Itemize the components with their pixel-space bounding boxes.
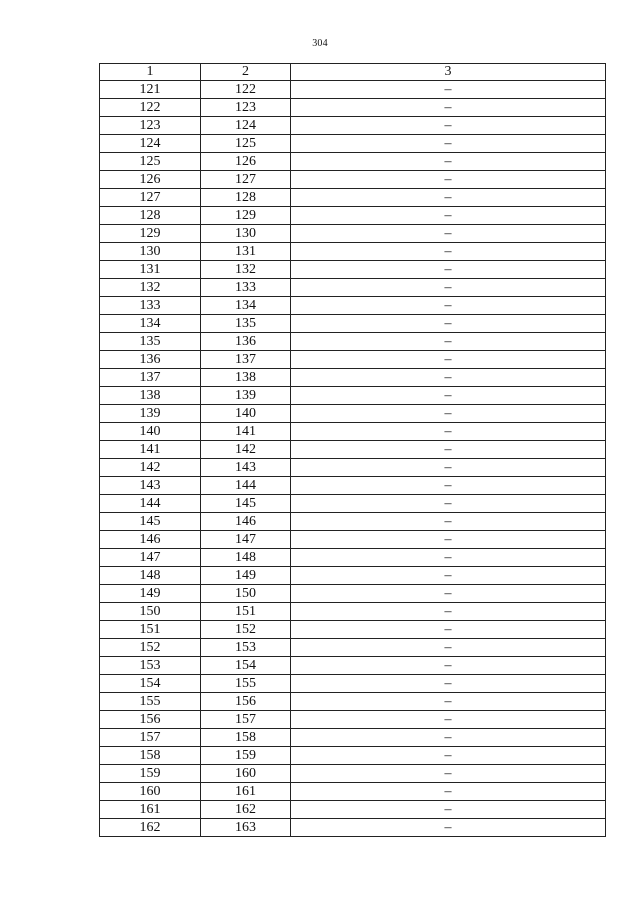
table-cell-col-3: – — [291, 369, 606, 387]
table-row — [100, 675, 606, 693]
table-cell-col-1: 127 — [100, 189, 201, 207]
table-cell-col-2: 137 — [201, 351, 291, 369]
table-row — [100, 81, 606, 99]
table-cell-col-3: – — [291, 711, 606, 729]
table-cell-col-2: 140 — [201, 405, 291, 423]
table-cell-col-2: 158 — [201, 729, 291, 747]
table-cell-col-2: 161 — [201, 783, 291, 801]
table-cell-col-1: 133 — [100, 297, 201, 315]
table-cell-col-3: – — [291, 243, 606, 261]
table-cell-col-3: – — [291, 405, 606, 423]
table-row — [100, 819, 606, 837]
table-row — [100, 117, 606, 135]
table-cell-col-2: 122 — [201, 81, 291, 99]
table-cell-col-2: 141 — [201, 423, 291, 441]
table-cell-col-1: 160 — [100, 783, 201, 801]
table-cell-col-2: 125 — [201, 135, 291, 153]
table-cell-col-1: 145 — [100, 513, 201, 531]
table-row — [100, 747, 606, 765]
table-row — [100, 459, 606, 477]
table-row — [100, 477, 606, 495]
table-cell-col-2: 123 — [201, 99, 291, 117]
table-cell-col-3: – — [291, 207, 606, 225]
data-table — [99, 63, 606, 837]
table-cell-col-1: 122 — [100, 99, 201, 117]
table-cell-col-2: 163 — [201, 819, 291, 837]
table-cell-col-1: 137 — [100, 369, 201, 387]
table-cell-col-3: – — [291, 621, 606, 639]
table-row — [100, 783, 606, 801]
table-cell-col-1: 158 — [100, 747, 201, 765]
table-cell-col-2: 124 — [201, 117, 291, 135]
table-cell-col-1: 130 — [100, 243, 201, 261]
table-row — [100, 585, 606, 603]
table-cell-col-2: 135 — [201, 315, 291, 333]
table-cell-col-2: 130 — [201, 225, 291, 243]
table-row — [100, 333, 606, 351]
table-row — [100, 639, 606, 657]
table-cell-col-2: 142 — [201, 441, 291, 459]
table-cell-col-3: – — [291, 585, 606, 603]
table-cell-col-3: – — [291, 819, 606, 837]
table-row — [100, 315, 606, 333]
table-cell-col-2: 145 — [201, 495, 291, 513]
table-row — [100, 225, 606, 243]
table-cell-col-2: 150 — [201, 585, 291, 603]
table-cell-col-2: 148 — [201, 549, 291, 567]
table-cell-col-2: 128 — [201, 189, 291, 207]
table-cell-col-2: 144 — [201, 477, 291, 495]
table-cell-col-3: – — [291, 351, 606, 369]
table-cell-col-1: 162 — [100, 819, 201, 837]
table-cell-col-2: 127 — [201, 171, 291, 189]
table-row — [100, 603, 606, 621]
table-cell-col-1: 141 — [100, 441, 201, 459]
table-row — [100, 189, 606, 207]
table-cell-col-3: – — [291, 531, 606, 549]
table-cell-col-3: – — [291, 639, 606, 657]
table-cell-col-1: 134 — [100, 315, 201, 333]
table-cell-col-1: 144 — [100, 495, 201, 513]
table-cell-col-1: 156 — [100, 711, 201, 729]
table-row — [100, 765, 606, 783]
table-cell-col-3: – — [291, 153, 606, 171]
table-cell-col-3: – — [291, 333, 606, 351]
table-row — [100, 351, 606, 369]
table-cell-col-2: 153 — [201, 639, 291, 657]
table-row — [100, 405, 606, 423]
table-cell-col-3: – — [291, 387, 606, 405]
table-cell-col-3: – — [291, 261, 606, 279]
table-row — [100, 297, 606, 315]
table-row — [100, 513, 606, 531]
table-cell-col-1: 146 — [100, 531, 201, 549]
column-header-2: 2 — [201, 64, 291, 81]
table-row — [100, 369, 606, 387]
table-cell-col-2: 151 — [201, 603, 291, 621]
column-header-3: 3 — [291, 64, 606, 81]
table-cell-col-3: – — [291, 513, 606, 531]
table-cell-col-2: 146 — [201, 513, 291, 531]
table-cell-col-1: 129 — [100, 225, 201, 243]
table-row — [100, 387, 606, 405]
table-row — [100, 423, 606, 441]
table-cell-col-1: 153 — [100, 657, 201, 675]
table-row — [100, 711, 606, 729]
table-row — [100, 99, 606, 117]
table-row — [100, 567, 606, 585]
table-cell-col-3: – — [291, 783, 606, 801]
table-header — [100, 64, 606, 81]
table-cell-col-1: 154 — [100, 675, 201, 693]
table-cell-col-2: 138 — [201, 369, 291, 387]
table-cell-col-2: 136 — [201, 333, 291, 351]
table-cell-col-1: 148 — [100, 567, 201, 585]
table-cell-col-2: 132 — [201, 261, 291, 279]
table-row — [100, 549, 606, 567]
table-cell-col-2: 157 — [201, 711, 291, 729]
table-cell-col-1: 151 — [100, 621, 201, 639]
table-cell-col-3: – — [291, 81, 606, 99]
table-cell-col-3: – — [291, 747, 606, 765]
table-cell-col-1: 140 — [100, 423, 201, 441]
column-header-1: 1 — [100, 64, 201, 81]
table-cell-col-2: 126 — [201, 153, 291, 171]
table-cell-col-2: 133 — [201, 279, 291, 297]
table-cell-col-3: – — [291, 693, 606, 711]
table-cell-col-3: – — [291, 729, 606, 747]
table-cell-col-1: 161 — [100, 801, 201, 819]
page-number: 304 — [312, 38, 328, 49]
table-cell-col-1: 136 — [100, 351, 201, 369]
table-cell-col-3: – — [291, 549, 606, 567]
table-cell-col-1: 125 — [100, 153, 201, 171]
table-cell-col-3: – — [291, 279, 606, 297]
table-cell-col-1: 139 — [100, 405, 201, 423]
table-cell-col-1: 128 — [100, 207, 201, 225]
table-cell-col-3: – — [291, 477, 606, 495]
table-cell-col-2: 155 — [201, 675, 291, 693]
table-cell-col-1: 157 — [100, 729, 201, 747]
table-cell-col-1: 135 — [100, 333, 201, 351]
table-cell-col-2: 152 — [201, 621, 291, 639]
table-cell-col-1: 142 — [100, 459, 201, 477]
table-cell-col-2: 159 — [201, 747, 291, 765]
table-cell-col-3: – — [291, 441, 606, 459]
table-cell-col-3: – — [291, 495, 606, 513]
table-row — [100, 171, 606, 189]
table-cell-col-1: 147 — [100, 549, 201, 567]
table-cell-col-1: 121 — [100, 81, 201, 99]
table-cell-col-2: 147 — [201, 531, 291, 549]
table-body — [100, 81, 606, 837]
table-row — [100, 657, 606, 675]
table-row — [100, 135, 606, 153]
table-cell-col-1: 123 — [100, 117, 201, 135]
table-cell-col-3: – — [291, 189, 606, 207]
table-cell-col-2: 143 — [201, 459, 291, 477]
table-cell-col-3: – — [291, 603, 606, 621]
table-cell-col-3: – — [291, 171, 606, 189]
table-cell-col-3: – — [291, 135, 606, 153]
table-cell-col-2: 131 — [201, 243, 291, 261]
table-row — [100, 441, 606, 459]
table-row — [100, 531, 606, 549]
table-cell-col-2: 139 — [201, 387, 291, 405]
table-cell-col-3: – — [291, 801, 606, 819]
table-cell-col-1: 124 — [100, 135, 201, 153]
table-cell-col-2: 149 — [201, 567, 291, 585]
table-cell-col-2: 162 — [201, 801, 291, 819]
table-cell-col-2: 154 — [201, 657, 291, 675]
table-cell-col-1: 131 — [100, 261, 201, 279]
table-cell-col-3: – — [291, 297, 606, 315]
table-cell-col-3: – — [291, 765, 606, 783]
table-cell-col-2: 129 — [201, 207, 291, 225]
header-row — [100, 64, 606, 81]
table-cell-col-3: – — [291, 315, 606, 333]
table-row — [100, 261, 606, 279]
table-cell-col-3: – — [291, 99, 606, 117]
table-row — [100, 153, 606, 171]
table-cell-col-3: – — [291, 567, 606, 585]
table-row — [100, 801, 606, 819]
table-row — [100, 207, 606, 225]
table-cell-col-1: 159 — [100, 765, 201, 783]
table-cell-col-2: 156 — [201, 693, 291, 711]
table-row — [100, 495, 606, 513]
table-row — [100, 693, 606, 711]
table-cell-col-1: 143 — [100, 477, 201, 495]
table-cell-col-1: 152 — [100, 639, 201, 657]
table-cell-col-2: 160 — [201, 765, 291, 783]
table-cell-col-1: 150 — [100, 603, 201, 621]
table-cell-col-3: – — [291, 423, 606, 441]
table-row — [100, 243, 606, 261]
table-cell-col-3: – — [291, 225, 606, 243]
table-cell-col-1: 126 — [100, 171, 201, 189]
table-cell-col-3: – — [291, 675, 606, 693]
table-cell-col-3: – — [291, 459, 606, 477]
table-cell-col-2: 134 — [201, 297, 291, 315]
table-cell-col-3: – — [291, 657, 606, 675]
table-row — [100, 621, 606, 639]
table-row — [100, 279, 606, 297]
table-row — [100, 729, 606, 747]
table-cell-col-1: 138 — [100, 387, 201, 405]
table-cell-col-1: 132 — [100, 279, 201, 297]
table-cell-col-1: 155 — [100, 693, 201, 711]
table-cell-col-1: 149 — [100, 585, 201, 603]
table-cell-col-3: – — [291, 117, 606, 135]
